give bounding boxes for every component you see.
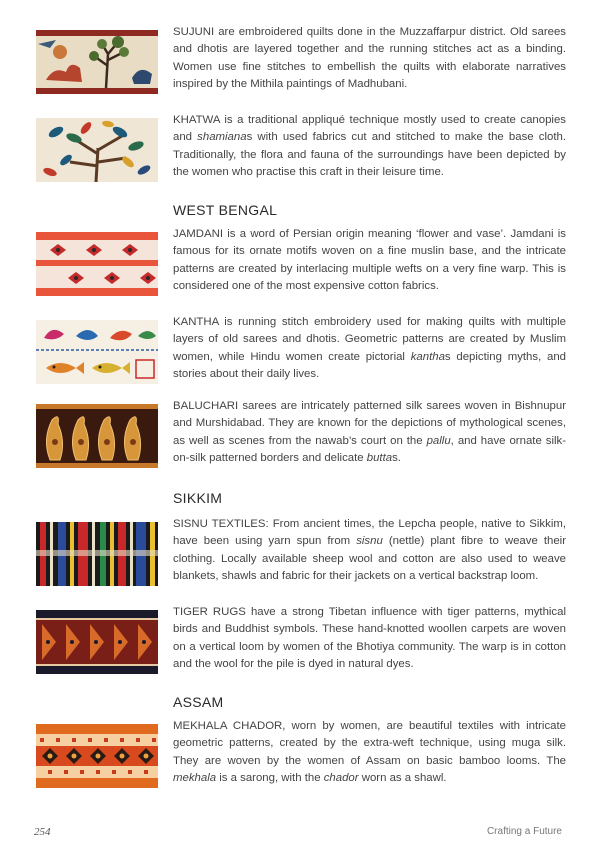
sujuni-description: SUJUNI are embroidered quilts done in the Muzzaffarpur district. Old sarees and dhotis are layered together and the running stitches act as a binding. Women use fine stitches to embellish the quilts with elaborate narratives inspired by the Mithila paintings of Madhubani. — [173, 26, 566, 90]
kantha-description: KANTHA is running stitch embroidery used for making quilts with multiple layers of old sarees and dhotis. Geometric patterns are created by Muslim women, while Hindu women create pictorial kanthas depicting myths, and stories about their daily lives. — [173, 316, 567, 380]
tiger-rug-picture — [36, 610, 158, 674]
mekhala-description: MEKHALA CHADOR, worn by women, are beautiful textiles with intricate geometric patterns, created by the extra-weft technique, using muga silk. They are woven by the women of Assam on basic bamboo looms. The mekhala is a sarong, with the chador worn as a shawl. — [173, 720, 566, 784]
running-footer-title: Crafting a Future — [486, 826, 562, 837]
baluchari-image — [36, 404, 158, 468]
sisnu-description: SISNU TEXTILES: From ancient times, the Lepcha people, native to Sikkim, have been using yarn spun from sisnu (nettle) plant fibre to weave their clothing. Locally available sheep wool and cotton are also used to weave blankets, shawls and fabric for their jackets on a vertical backstrap loom. — [173, 518, 566, 582]
sujuni-image — [36, 30, 158, 94]
sujuni-embroidery-picture — [36, 30, 158, 94]
khatwa-description: KHATWA is a traditional appliqué technique mostly used to create canopies and shamianas with used fabrics cut and stitched to make the base cloth. Traditionally, the flora and fauna of the surroundings have been depicted by the women who practise this craft in their leisure time. — [173, 114, 566, 178]
sisnu-textile-picture — [36, 522, 158, 586]
baluchari-description: BALUCHARI sarees are intricately patterned silk sarees woven in Bishnupur and Murshidabad. They are known for the depictions of mythological scenes, as well as scenes from the nawab’s court on the pallu, and have ornate silk-on-silk patterned borders and delicate buttas. — [173, 400, 566, 464]
page-number: 254 — [34, 826, 51, 838]
khatwa-applique-picture — [36, 118, 158, 182]
jamdani-image — [36, 232, 158, 296]
khatwa-image — [36, 118, 158, 182]
kantha-image — [36, 320, 158, 384]
section-heading-sikkim: SIKKIM — [173, 490, 223, 506]
section-heading-assam: ASSAM — [173, 694, 224, 710]
baluchari-saree-picture — [36, 404, 158, 468]
kantha-embroidery-picture — [36, 320, 158, 384]
section-heading-west-bengal: WEST BENGAL — [173, 202, 278, 218]
mekhala-chador-picture — [36, 724, 158, 788]
tiger-rugs-description: TIGER RUGS have a strong Tibetan influence with tiger patterns, mythical birds and Buddhist symbols. These hand-knotted woollen carpets are woven on a vertical loom by women of the Bhotiya community. The warp is in cotton and the wool for the pile is dyed in natural dyes. — [173, 606, 566, 670]
jamdani-description: JAMDANI is a word of Persian origin meaning ‘flower and vase’. Jamdani is famous for its ornate motifs woven on a fine muslin base, and the intricate patterns are created by interlacing multiple wefts on a very fine warp. This is considered one of the most expensive cotton fabrics. — [173, 228, 566, 292]
jamdani-fabric-picture — [36, 232, 158, 296]
tiger-rug-image — [36, 610, 158, 674]
mekhala-image — [36, 724, 158, 788]
sisnu-image — [36, 522, 158, 586]
